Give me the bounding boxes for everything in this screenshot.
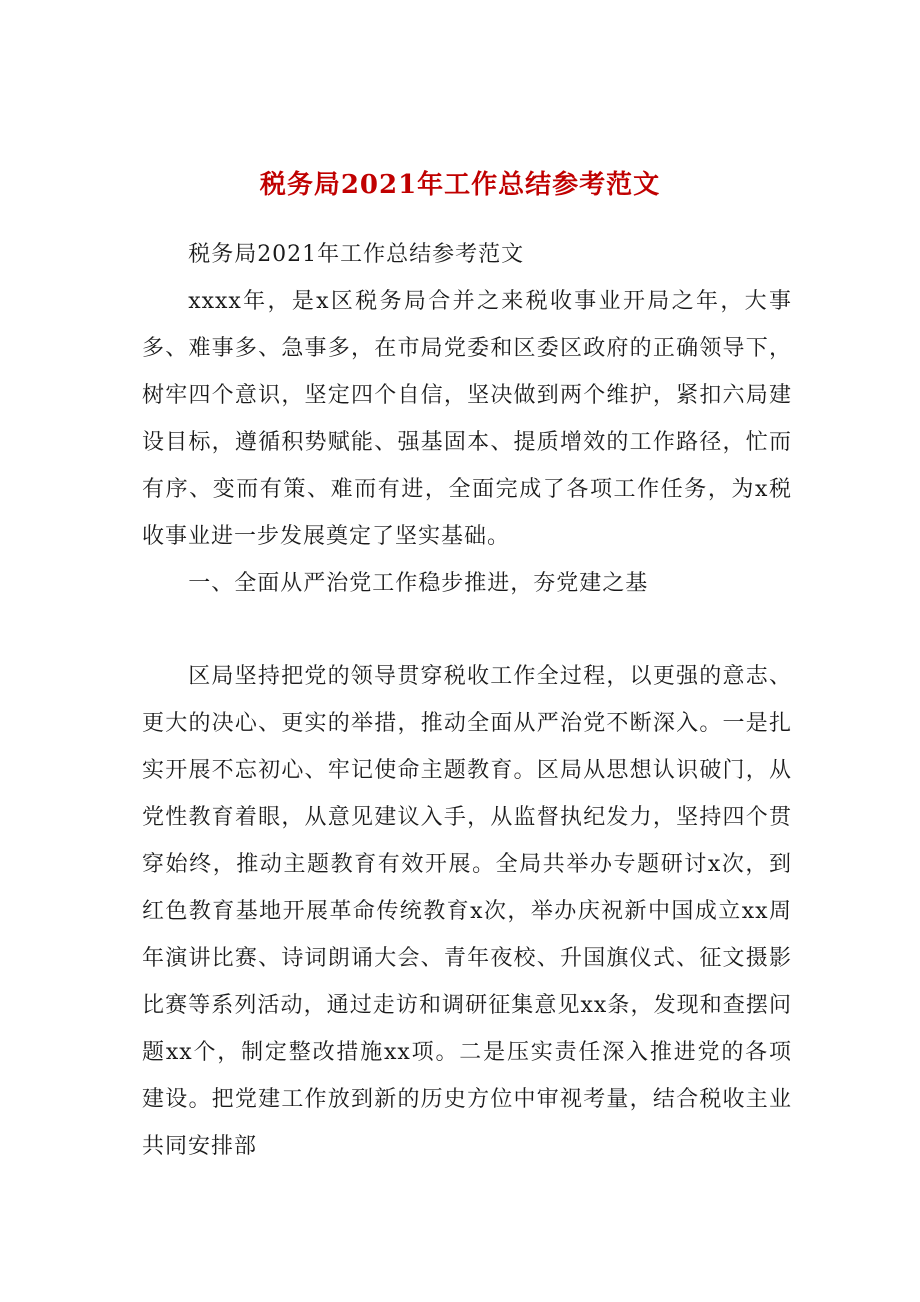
body-section-1 bbox=[142, 653, 792, 1170]
subtitle-paragraph: 税务局2021年工作总结参考范文 bbox=[188, 242, 525, 267]
section-1-paragraph: 区局坚持把党的领导贯穿税收工作全过程，以更强的意志、更大的决心、更实的举措，推动全面从严治党不断深入。一是扎实开展不忘初心、牢记使命主题教育。区局从思想认识破门，从党性教育着眼，从意见建议入手，从监督执纪发力，坚持四个贯穿始终，推动主题教育有效开展。全局共举办专题研讨x次，到红色教育基地开展革命传统教育x次，举办庆祝新中国成立xx周年演讲比赛、诗词朗诵大会、青年夜校、升国旗仪式、征文摄影比赛等系列活动，通过走访和调研征集意见xx条，发现和查摆问题xx个，制定整改措施xx项。二是压实责任深入推进党的各项建设。把党建工作放到新的历史方位中审视考量，结合税收主业共同安排部 bbox=[142, 664, 792, 1159]
section-heading-1: 一、全面从严治党工作稳步推进，夯党建之基 bbox=[188, 571, 649, 596]
intro-paragraph: xxxx年，是x区税务局合并之来税收事业开局之年，大事多、难事多、急事多，在市局党委和区委区政府的正确领导下，树牢四个意识，坚定四个自信，坚决做到两个维护，紧扣六局建设目标，遵循积势赋能、强基固本、提质增效的工作路径，忙而有序、变而有策、难而有进，全面完成了各项工作任务，为x税收事业进一步发展奠定了坚实基础。 bbox=[142, 289, 792, 549]
document-title: 税务局2021年工作总结参考范文 bbox=[259, 170, 661, 200]
body-section-intro bbox=[142, 231, 792, 607]
